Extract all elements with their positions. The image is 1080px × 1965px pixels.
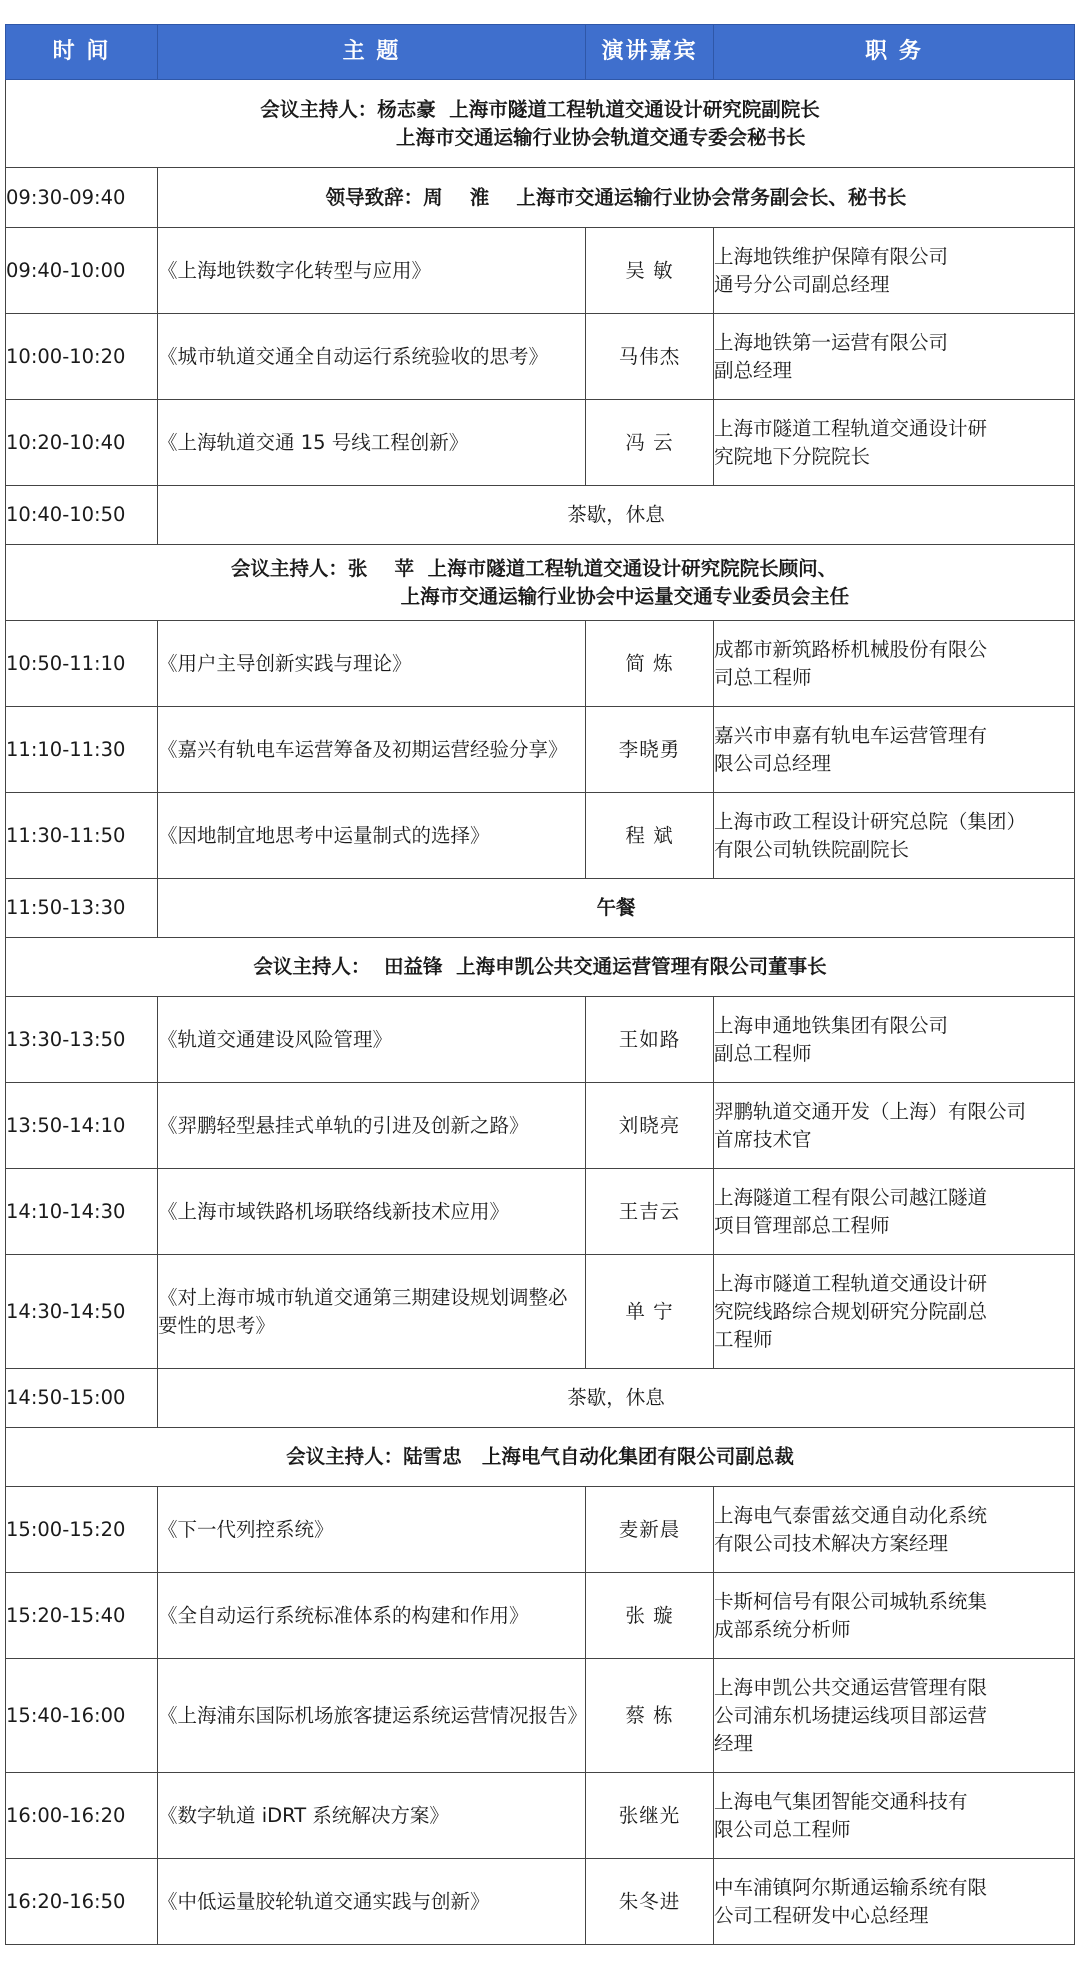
speaker-cell: 程 斌 <box>586 793 714 879</box>
speaker-cell: 麦新晨 <box>586 1487 714 1573</box>
role-line: 上海电气泰雷兹交通自动化系统 <box>714 1503 988 1527</box>
host-row <box>6 80 1075 168</box>
role-line: 上海市隧道工程轨道交通设计研 <box>714 416 988 440</box>
topic-cell: 《上海浦东国际机场旅客捷运系统运营情况报告》 <box>158 1659 586 1773</box>
time-cell: 10:00-10:20 <box>6 314 158 400</box>
agenda-row <box>6 168 1075 228</box>
topic-cell: 《中低运量胶轮轨道交通实践与创新》 <box>158 1859 586 1945</box>
role-cell <box>714 1487 1075 1573</box>
agenda-table <box>5 24 1075 1945</box>
host-row <box>6 545 1075 621</box>
agenda-row <box>6 1573 1075 1659</box>
topic-cell: 《用户主导创新实践与理论》 <box>158 621 586 707</box>
leader-speech: 领导致辞：周 淮 上海市交通运输行业协会常务副会长、秘书长 <box>158 168 1075 228</box>
role-line: 有限公司技术解决方案经理 <box>714 1531 949 1555</box>
time-cell: 11:10-11:30 <box>6 707 158 793</box>
agenda-row <box>6 1083 1075 1169</box>
time-cell: 09:30-09:40 <box>6 168 158 228</box>
role-line: 司总工程师 <box>714 665 812 689</box>
speaker-cell: 张继光 <box>586 1773 714 1859</box>
role-line: 上海地铁第一运营有限公司 <box>714 330 949 354</box>
time-cell: 11:50-13:30 <box>6 879 158 938</box>
role-line: 项目管理部总工程师 <box>714 1213 890 1237</box>
agenda-row <box>6 486 1075 545</box>
time-cell: 15:40-16:00 <box>6 1659 158 1773</box>
speaker-cell: 王如路 <box>586 997 714 1083</box>
topic-cell: 《上海轨道交通 15 号线工程创新》 <box>158 400 586 486</box>
role-cell <box>714 1573 1075 1659</box>
role-cell <box>714 314 1075 400</box>
role-line: 上海隧道工程有限公司越江隧道 <box>714 1185 988 1209</box>
role-cell <box>714 1083 1075 1169</box>
topic-cell: 《数字轨道 iDRT 系统解决方案》 <box>158 1773 586 1859</box>
agenda-row <box>6 1859 1075 1945</box>
topic-cell: 《对上海市城市轨道交通第三期建设规划调整必要性的思考》 <box>158 1255 586 1369</box>
agenda-row <box>6 793 1075 879</box>
speaker-cell: 李晓勇 <box>586 707 714 793</box>
role-cell <box>714 621 1075 707</box>
role-cell <box>714 1255 1075 1369</box>
agenda-row <box>6 1487 1075 1573</box>
agenda-row <box>6 621 1075 707</box>
time-cell: 11:30-11:50 <box>6 793 158 879</box>
break-cell: 茶歇，休息 <box>158 1369 1075 1428</box>
agenda-row <box>6 997 1075 1083</box>
speaker-cell: 冯 云 <box>586 400 714 486</box>
time-cell: 14:30-14:50 <box>6 1255 158 1369</box>
meal-cell: 午餐 <box>158 879 1075 938</box>
time-cell: 10:50-11:10 <box>6 621 158 707</box>
role-line: 究院线路综合规划研究分院副总 <box>714 1299 988 1323</box>
role-line: 上海市政工程设计研究总院（集团） <box>714 809 1027 833</box>
role-cell <box>714 793 1075 879</box>
role-line: 经理 <box>714 1731 754 1755</box>
role-line: 公司浦东机场捷运线项目部运营 <box>714 1703 988 1727</box>
time-cell: 16:20-16:50 <box>6 1859 158 1945</box>
speaker-cell: 蔡 栋 <box>586 1659 714 1773</box>
topic-cell: 《城市轨道交通全自动运行系统验收的思考》 <box>158 314 586 400</box>
host-line: 会议主持人：张 苹 上海市隧道工程轨道交通设计研究院院长顾问、 <box>230 556 838 580</box>
role-line: 限公司总工程师 <box>714 1817 851 1841</box>
speaker-cell: 刘晓亮 <box>586 1083 714 1169</box>
role-line: 上海地铁维护保障有限公司 <box>714 244 949 268</box>
agenda-row <box>6 314 1075 400</box>
speaker-cell: 朱冬进 <box>586 1859 714 1945</box>
role-cell <box>714 400 1075 486</box>
role-cell <box>714 228 1075 314</box>
role-line: 有限公司轨铁院副院长 <box>714 837 910 861</box>
topic-cell: 《羿鹏轻型悬挂式单轨的引进及创新之路》 <box>158 1083 586 1169</box>
topic-cell: 《上海地铁数字化转型与应用》 <box>158 228 586 314</box>
role-line: 上海市隧道工程轨道交通设计研 <box>714 1271 988 1295</box>
topic-cell: 《因地制宜地思考中运量制式的选择》 <box>158 793 586 879</box>
topic-cell: 《下一代列控系统》 <box>158 1487 586 1573</box>
role-cell <box>714 1659 1075 1773</box>
host-line: 会议主持人：杨志豪 上海市隧道工程轨道交通设计研究院副院长 <box>260 97 820 121</box>
speaker-cell: 王吉云 <box>586 1169 714 1255</box>
role-line: 副总工程师 <box>714 1041 812 1065</box>
time-cell: 13:30-13:50 <box>6 997 158 1083</box>
speaker-cell: 张 璇 <box>586 1573 714 1659</box>
role-line: 限公司总经理 <box>714 751 832 775</box>
role-line: 上海电气集团智能交通科技有 <box>714 1789 968 1813</box>
time-cell: 14:50-15:00 <box>6 1369 158 1428</box>
role-line: 副总经理 <box>714 358 793 382</box>
header-role: 职 务 <box>714 25 1075 80</box>
role-line: 首席技术官 <box>714 1127 812 1151</box>
header-time: 时 间 <box>6 25 158 80</box>
agenda-row <box>6 1773 1075 1859</box>
time-cell: 15:00-15:20 <box>6 1487 158 1573</box>
role-line: 上海申凯公共交通运营管理有限 <box>714 1675 988 1699</box>
role-line: 究院地下分院院长 <box>714 444 871 468</box>
host-line: 上海市交通运输行业协会轨道交通专委会秘书长 <box>260 125 806 149</box>
role-line: 通号分公司副总经理 <box>714 272 890 296</box>
role-line: 工程师 <box>714 1327 773 1351</box>
speaker-cell: 吴 敏 <box>586 228 714 314</box>
role-cell <box>714 1773 1075 1859</box>
role-cell <box>714 707 1075 793</box>
topic-cell: 《上海市域铁路机场联络线新技术应用》 <box>158 1169 586 1255</box>
role-line: 公司工程研发中心总经理 <box>714 1903 929 1927</box>
break-cell: 茶歇，休息 <box>158 486 1075 545</box>
role-line: 中车浦镇阿尔斯通运输系统有限 <box>714 1875 988 1899</box>
role-line: 成部系统分析师 <box>714 1617 851 1641</box>
agenda-row <box>6 1659 1075 1773</box>
agenda-row <box>6 1169 1075 1255</box>
topic-cell: 《嘉兴有轨电车运营筹备及初期运营经验分享》 <box>158 707 586 793</box>
time-cell: 10:40-10:50 <box>6 486 158 545</box>
agenda-row <box>6 707 1075 793</box>
host-row <box>6 1428 1075 1487</box>
role-line: 嘉兴市申嘉有轨电车运营管理有 <box>714 723 988 747</box>
role-cell <box>714 1859 1075 1945</box>
host-line: 上海市交通运输行业协会中运量交通专业委员会主任 <box>230 584 850 608</box>
speaker-cell: 单 宁 <box>586 1255 714 1369</box>
time-cell: 15:20-15:40 <box>6 1573 158 1659</box>
host-row <box>6 938 1075 997</box>
time-cell: 09:40-10:00 <box>6 228 158 314</box>
agenda-row <box>6 1255 1075 1369</box>
header-topic: 主 题 <box>158 25 586 80</box>
role-cell <box>714 997 1075 1083</box>
role-line: 成都市新筑路桥机械股份有限公 <box>714 637 988 661</box>
agenda-row <box>6 400 1075 486</box>
host-line: 会议主持人： 田益锋 上海申凯公共交通运营管理有限公司董事长 <box>253 955 827 978</box>
speaker-cell: 马伟杰 <box>586 314 714 400</box>
time-cell: 14:10-14:30 <box>6 1169 158 1255</box>
agenda-row <box>6 879 1075 938</box>
role-line: 上海申通地铁集团有限公司 <box>714 1013 949 1037</box>
role-line: 羿鹏轨道交通开发（上海）有限公司 <box>714 1099 1027 1123</box>
header-speaker: 演讲嘉宾 <box>586 25 714 80</box>
time-cell: 10:20-10:40 <box>6 400 158 486</box>
speaker-cell: 简 炼 <box>586 621 714 707</box>
host-line: 会议主持人：陆雪忠 上海电气自动化集团有限公司副总裁 <box>286 1445 794 1468</box>
topic-cell: 《全自动运行系统标准体系的构建和作用》 <box>158 1573 586 1659</box>
topic-cell: 《轨道交通建设风险管理》 <box>158 997 586 1083</box>
role-line: 卡斯柯信号有限公司城轨系统集 <box>714 1589 988 1613</box>
header-row <box>6 25 1075 80</box>
agenda-row <box>6 1369 1075 1428</box>
time-cell: 16:00-16:20 <box>6 1773 158 1859</box>
time-cell: 13:50-14:10 <box>6 1083 158 1169</box>
agenda-row <box>6 228 1075 314</box>
role-cell <box>714 1169 1075 1255</box>
